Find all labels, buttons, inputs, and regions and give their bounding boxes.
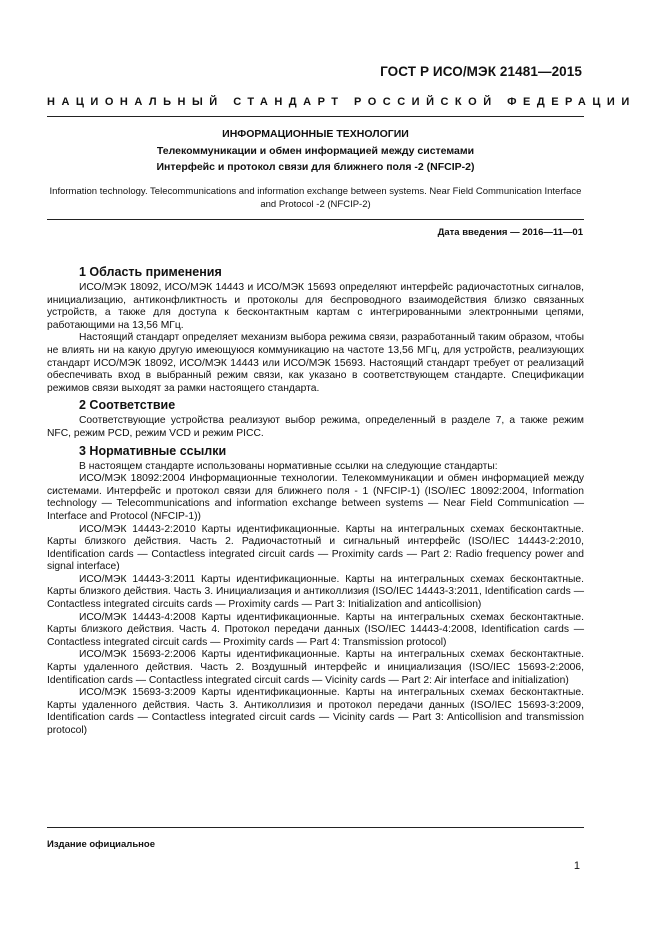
title-line-1: ИНФОРМАЦИОННЫЕ ТЕХНОЛОГИИ (222, 128, 409, 140)
title-block (47, 126, 584, 176)
reference-item: ИСО/МЭК 14443-4:2008 Карты идентификационные. Карты на интегральных схемах бесконтактные. Карты близкого действия. Часть 4. Протокол передачи данных (ISO/IEC 14443-4:2008, Identification cards — Contactless integrated circuit cards — Proximity cards — Part 4: Transmission protocol) (47, 611, 584, 648)
official-edition-label: Издание официальное (47, 839, 155, 850)
english-title: Information technology. Telecommunications and information exchange between systems. Near Field Communication Interface and Protocol -2 (NFCIP-2) (49, 186, 582, 210)
section-normative-references (47, 443, 584, 738)
paragraph: В настоящем стандарте использованы нормативные ссылки на следующие стандарты: (79, 460, 498, 472)
title-line-3: Интерфейс и протокол связи для ближнего поля -2 (NFCIP-2) (156, 161, 475, 173)
reference-item: ИСО/МЭК 14443-3:2011 Карты идентификационные. Карты на интегральных схемах бесконтактные. Карты близкого действия. Часть 3. Инициализация и антиколлизия (ISO/IEC 14443-3:2011, Identification cards — Contactless integrated circuits cards — Proximity cards — Part 3: Initialization and anticollision) (47, 573, 584, 611)
reference-item: ИСО/МЭК 14443-2:2010 Карты идентификационные. Карты на интегральных схемах бесконтактные. Карты близкого действия. Часть 2. Радиочастотный и сигнальный интерфейс (ISO/IEC 14443-2:2010, Identification cards — Contactless integrated circuit cards — Proximity cards — Part 2: Radio frequency power and signal interface) (47, 523, 584, 573)
national-standard-banner: НАЦИОНАЛЬНЫЙ СТАНДАРТ РОССИЙСКОЙ ФЕДЕРАЦИИ (47, 96, 636, 108)
document-code: ГОСТ Р ИСО/МЭК 21481—2015 (380, 64, 582, 79)
section-heading: 3 Нормативные ссылки (79, 443, 227, 458)
section-conformance (47, 397, 584, 440)
paragraph: Соответствующие устройства реализуют выбор режима, определенный в разделе 7, а также режим NFC, режим PCD, режим VCD и режим PICC. (47, 415, 584, 439)
footer-divider (47, 827, 584, 828)
title-divider (47, 219, 584, 220)
paragraph: ИСО/МЭК 18092, ИСО/МЭК 14443 и ИСО/МЭК 15693 определяют интерфейс радиочастотных сигналов, инициализацию, антиконфликтность и протоколы для беспроводного взаимодействия близко связанных устройств, а также для доступа к бесконтактным картам с интегрированными электронными цепями, работающими на 13,56 МГц. (47, 282, 584, 331)
reference-item: ИСО/МЭК 18092:2004 Информационные технологии. Телекоммуникации и обмен информацией между системами. Интерфейс и протокол связи для ближнего поля - 1 (NFCIP-1) (ISO/IEC 18092:2004, Information technology — Telecommunications and information exchange between systems — Near Field Communication — Interface and Protocol (NFCIP-1)) (47, 473, 584, 522)
section-heading: 2 Соответствие (79, 398, 176, 413)
reference-item: ИСО/МЭК 15693-3:2009 Карты идентификационные. Карты на интегральных схемах бесконтактные. Карты удаленного действия. Часть 3. Антиколлизия и протокол передачи данных (ISO/IEC 15693-3:2009, Identification cards — Contactless integrated circuit cards — Vicinity cards — Part 3: Anticollision and transmission protocol) (47, 687, 584, 736)
introduction-date: Дата введения — 2016—11—01 (437, 227, 583, 238)
header-divider (47, 116, 584, 117)
section-heading: 1 Область применения (79, 265, 222, 279)
paragraph: Настоящий стандарт определяет механизм выбора режима связи, разработанный таким образом, чтобы не влиять ни на какую другую имеющуюся коммуникацию на частоте 13,56 МГц, для устройств, реализующих стандарт ИСО/МЭК 18092, ИСО/МЭК 14443 или ИСО/МЭК 15693. Настоящий стандарт требует от реализаций обеспечивать вход в выбранный режим связи, как указано в соответствующем стандарте. Спецификации режимов связи выходят за рамки настоящего стандарта. (47, 332, 584, 394)
reference-item: ИСО/МЭК 15693-2:2006 Карты идентификационные. Карты на интегральных схемах бесконтактные. Карты удаленного действия. Часть 2. Воздушный интерфейс и инициализация (ISO/IEC 15693-2:2006, Identification cards — Contactless integrated circuit cards — Vicinity cards — Part 2: Air interface and initialization) (47, 649, 584, 686)
page-number: 1 (573, 860, 580, 872)
section-scope (47, 264, 584, 395)
document-body (47, 264, 584, 740)
title-line-2: Телекоммуникации и обмен информацией между системами (156, 144, 475, 157)
